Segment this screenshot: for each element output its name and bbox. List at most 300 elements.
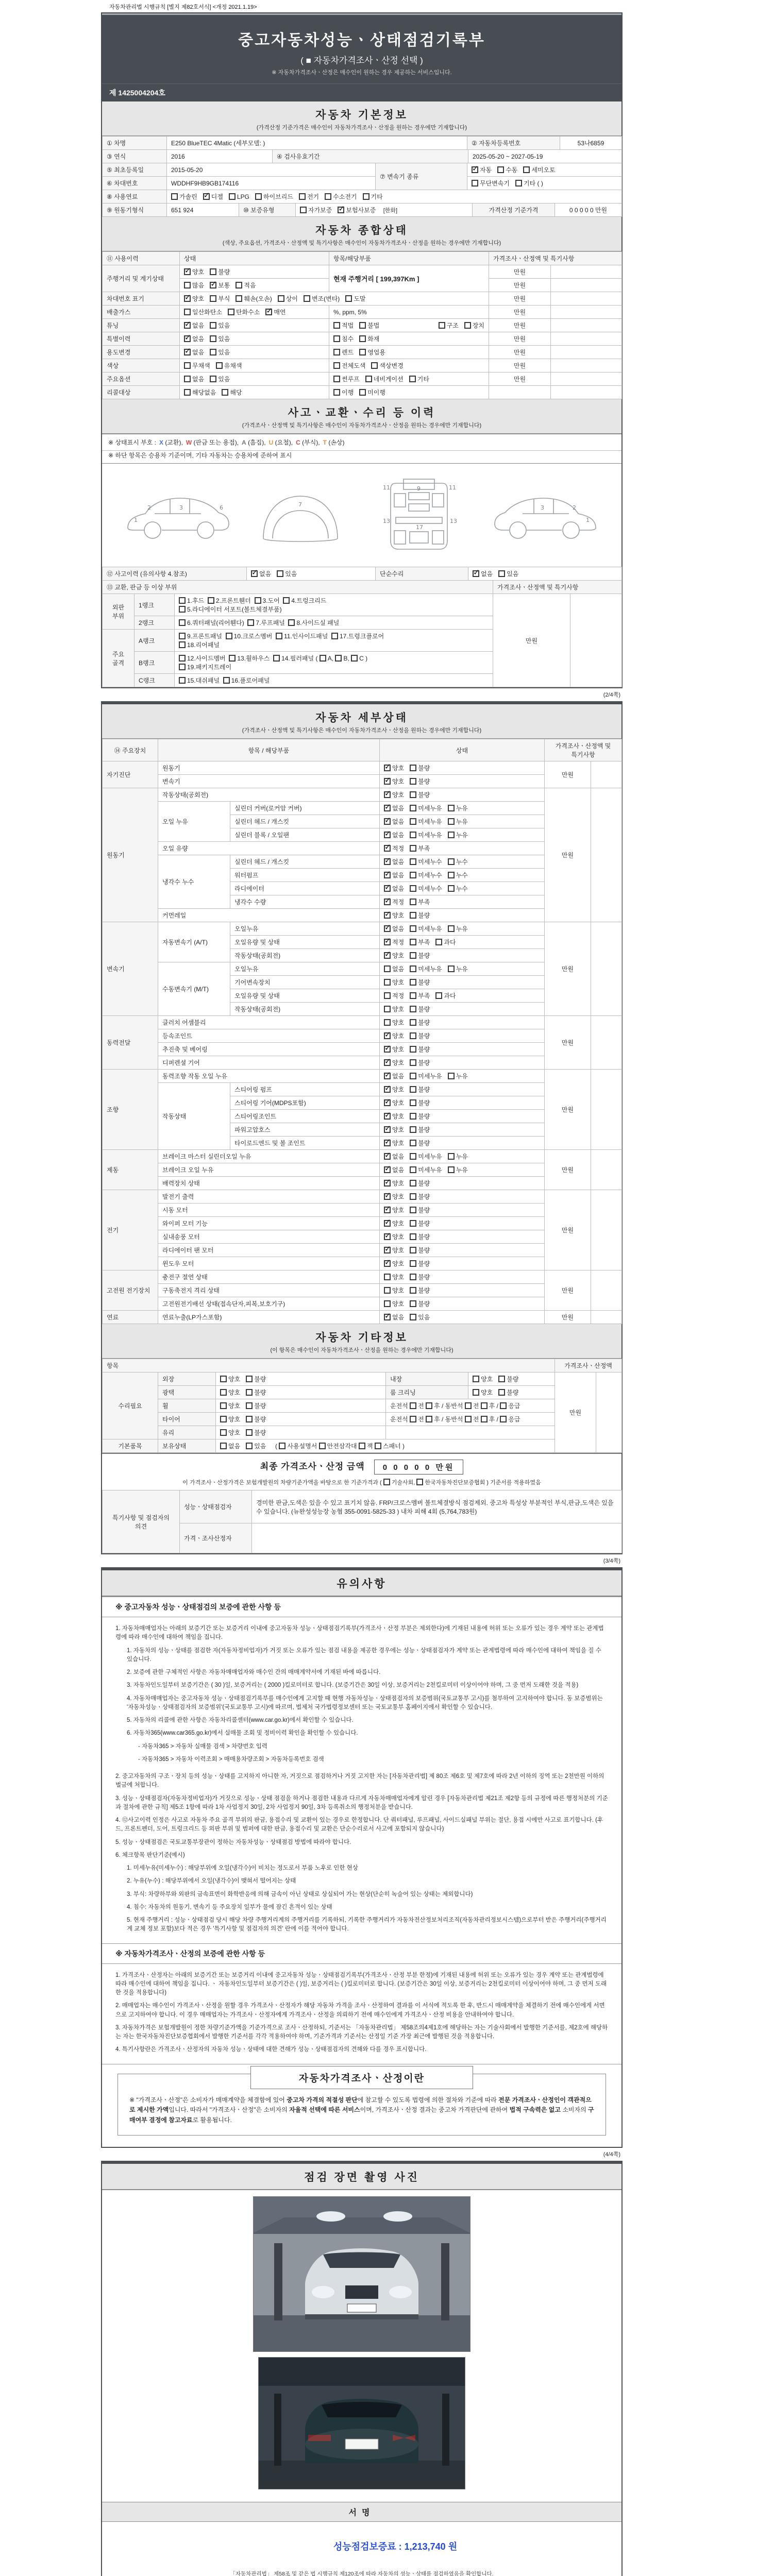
checkbox-option[interactable] <box>448 1165 468 1174</box>
checkbox-icon[interactable] <box>304 295 310 302</box>
checkbox-option[interactable] <box>410 1031 430 1040</box>
checkbox-icon[interactable] <box>410 1046 416 1053</box>
checkbox-option[interactable] <box>448 964 468 973</box>
checkbox-icon[interactable] <box>410 1113 416 1120</box>
checkbox-icon[interactable] <box>226 633 232 639</box>
checkbox-option[interactable] <box>216 361 242 370</box>
checkbox-option[interactable] <box>448 1152 468 1161</box>
checkbox-icon[interactable] <box>383 1479 390 1485</box>
checkbox-option[interactable] <box>184 334 204 343</box>
checkbox-option[interactable] <box>220 1428 240 1437</box>
checkbox-option[interactable] <box>184 294 204 303</box>
checkbox-icon[interactable] <box>363 193 369 200</box>
checkbox-icon[interactable] <box>384 1019 391 1026</box>
checkbox-option[interactable] <box>384 1192 404 1201</box>
checkbox-option[interactable] <box>384 1058 404 1067</box>
checkbox-icon[interactable] <box>384 1193 391 1200</box>
checkbox-option[interactable] <box>384 911 404 920</box>
checkbox-option[interactable] <box>184 267 204 276</box>
checkbox-option[interactable] <box>384 1085 404 1094</box>
checkbox-option[interactable] <box>210 281 230 290</box>
checkbox-icon[interactable] <box>384 1220 391 1227</box>
checkbox-icon[interactable] <box>184 309 191 315</box>
checkbox-icon[interactable] <box>465 1416 472 1422</box>
checkbox-option[interactable] <box>210 294 230 303</box>
checkbox-icon[interactable] <box>251 570 258 577</box>
checkbox-option[interactable] <box>410 1179 430 1188</box>
checkbox-icon[interactable] <box>184 322 191 329</box>
checkbox-option[interactable] <box>246 1375 266 1383</box>
checkbox-icon[interactable] <box>288 619 295 626</box>
checkbox-option[interactable] <box>384 831 404 839</box>
checkbox-option[interactable] <box>384 1232 404 1241</box>
checkbox-option[interactable] <box>410 804 442 812</box>
checkbox-icon[interactable] <box>299 193 306 200</box>
checkbox-icon[interactable] <box>448 872 455 878</box>
checkbox-icon[interactable] <box>448 818 455 825</box>
checkbox-option[interactable] <box>448 831 468 839</box>
checkbox-icon[interactable] <box>410 899 416 905</box>
checkbox-icon[interactable] <box>255 193 262 200</box>
checkbox-icon[interactable] <box>335 655 342 662</box>
checkbox-option[interactable] <box>229 193 249 200</box>
checkbox-icon[interactable] <box>384 1207 391 1213</box>
checkbox-icon[interactable] <box>384 1113 391 1120</box>
checkbox-icon[interactable] <box>497 166 504 173</box>
checkbox-option[interactable] <box>384 857 404 866</box>
checkbox-icon[interactable] <box>333 349 340 355</box>
checkbox-icon[interactable] <box>384 885 391 892</box>
checkbox-icon[interactable] <box>220 1416 227 1422</box>
checkbox-icon[interactable] <box>184 362 191 369</box>
checkbox-option[interactable] <box>236 294 272 303</box>
checkbox-icon[interactable] <box>384 912 391 919</box>
checkbox-option[interactable] <box>410 1232 430 1241</box>
checkbox-option[interactable] <box>384 991 404 1000</box>
checkbox-icon[interactable] <box>220 1389 227 1396</box>
checkbox-icon[interactable] <box>410 1300 416 1307</box>
checkbox-option[interactable] <box>384 804 404 812</box>
checkbox-icon[interactable] <box>410 1059 416 1066</box>
checkbox-option[interactable] <box>384 1179 404 1188</box>
checkbox-icon[interactable] <box>435 992 442 999</box>
checkbox-icon[interactable] <box>410 952 416 959</box>
checkbox-icon[interactable] <box>273 655 280 662</box>
checkbox-option[interactable] <box>325 192 357 201</box>
checkbox-icon[interactable] <box>410 1166 416 1173</box>
checkbox-icon[interactable] <box>410 1140 416 1146</box>
checkbox-icon[interactable] <box>384 1300 391 1307</box>
checkbox-option[interactable] <box>435 938 456 946</box>
checkbox-icon[interactable] <box>448 1153 455 1160</box>
checkbox-option[interactable] <box>410 1165 442 1174</box>
checkbox-icon[interactable] <box>359 335 366 342</box>
checkbox-option[interactable] <box>410 884 442 893</box>
checkbox-option[interactable] <box>210 375 230 383</box>
checkbox-icon[interactable] <box>229 193 236 200</box>
checkbox-option[interactable] <box>384 1313 404 1321</box>
checkbox-icon[interactable] <box>410 1402 416 1409</box>
checkbox-icon[interactable] <box>523 166 530 173</box>
checkbox-icon[interactable] <box>498 1389 505 1396</box>
checkbox-icon[interactable] <box>277 570 283 577</box>
checkbox-option[interactable] <box>333 348 354 357</box>
checkbox-icon[interactable] <box>410 1247 416 1253</box>
checkbox-icon[interactable] <box>338 207 344 213</box>
checkbox-icon[interactable] <box>216 362 223 369</box>
checkbox-icon[interactable] <box>384 899 391 905</box>
checkbox-option[interactable] <box>384 1098 404 1107</box>
checkbox-option[interactable] <box>384 978 404 987</box>
checkbox-icon[interactable] <box>384 1260 391 1267</box>
checkbox-icon[interactable] <box>448 885 455 892</box>
checkbox-icon[interactable] <box>246 1443 253 1449</box>
checkbox-option[interactable] <box>384 1072 404 1080</box>
checkbox-option[interactable] <box>410 1085 430 1094</box>
checkbox-icon[interactable] <box>179 597 186 604</box>
checkbox-icon[interactable] <box>228 309 234 315</box>
checkbox-option[interactable] <box>384 1152 404 1161</box>
checkbox-icon[interactable] <box>439 322 445 329</box>
checkbox-option[interactable] <box>410 1125 430 1134</box>
checkbox-icon[interactable] <box>210 295 216 302</box>
checkbox-option[interactable] <box>338 206 376 214</box>
checkbox-icon[interactable] <box>481 1402 488 1409</box>
checkbox-icon[interactable] <box>410 1314 416 1320</box>
checkbox-option[interactable] <box>410 1058 430 1067</box>
checkbox-icon[interactable] <box>384 1166 391 1173</box>
checkbox-icon[interactable] <box>384 805 391 811</box>
checkbox-option[interactable] <box>384 1299 404 1308</box>
checkbox-icon[interactable] <box>320 655 326 662</box>
checkbox-option[interactable] <box>220 1375 240 1383</box>
checkbox-icon[interactable] <box>208 597 214 604</box>
checkbox-icon[interactable] <box>179 664 186 670</box>
checkbox-option[interactable] <box>409 375 429 383</box>
checkbox-icon[interactable] <box>203 193 210 200</box>
checkbox-icon[interactable] <box>410 818 416 825</box>
checkbox-option[interactable] <box>246 1442 266 1450</box>
checkbox-icon[interactable] <box>246 1389 253 1396</box>
checkbox-option[interactable] <box>277 569 297 578</box>
checkbox-option[interactable] <box>246 1428 266 1437</box>
checkbox-icon[interactable] <box>384 1180 391 1187</box>
checkbox-icon[interactable] <box>220 1402 227 1409</box>
checkbox-option[interactable] <box>220 1401 240 1410</box>
checkbox-icon[interactable] <box>210 282 216 289</box>
checkbox-option[interactable] <box>384 1112 404 1121</box>
checkbox-icon[interactable] <box>184 282 191 289</box>
checkbox-option[interactable] <box>333 388 354 397</box>
checkbox-option[interactable] <box>384 1206 404 1214</box>
checkbox-icon[interactable] <box>384 1073 391 1079</box>
checkbox-option[interactable] <box>371 361 403 370</box>
checkbox-icon[interactable] <box>384 1233 391 1240</box>
checkbox-option[interactable] <box>410 777 430 786</box>
checkbox-icon[interactable] <box>410 1416 416 1422</box>
checkbox-icon[interactable] <box>384 1006 391 1012</box>
checkbox-icon[interactable] <box>179 641 186 648</box>
checkbox-option[interactable] <box>255 192 293 201</box>
checkbox-icon[interactable] <box>448 858 455 865</box>
checkbox-option[interactable] <box>384 844 404 853</box>
checkbox-option[interactable] <box>203 192 223 201</box>
checkbox-option[interactable] <box>498 569 518 578</box>
checkbox-icon[interactable] <box>184 349 191 355</box>
checkbox-icon[interactable] <box>410 992 416 999</box>
checkbox-option[interactable] <box>473 1375 493 1383</box>
checkbox-icon[interactable] <box>498 570 505 577</box>
checkbox-icon[interactable] <box>410 1274 416 1280</box>
checkbox-option[interactable] <box>472 179 510 188</box>
checkbox-icon[interactable] <box>515 180 522 187</box>
checkbox-icon[interactable] <box>236 295 242 302</box>
checkbox-option[interactable] <box>410 964 442 973</box>
checkbox-icon[interactable] <box>333 362 340 369</box>
checkbox-option[interactable] <box>210 348 230 357</box>
checkbox-icon[interactable] <box>410 925 416 932</box>
checkbox-option[interactable] <box>384 897 404 906</box>
checkbox-option[interactable] <box>410 1098 430 1107</box>
checkbox-icon[interactable] <box>410 1287 416 1294</box>
checkbox-icon[interactable] <box>384 1140 391 1146</box>
checkbox-icon[interactable] <box>410 1019 416 1026</box>
checkbox-icon[interactable] <box>435 939 442 945</box>
checkbox-icon[interactable] <box>410 1086 416 1093</box>
checkbox-option[interactable] <box>210 321 230 330</box>
checkbox-option[interactable] <box>333 375 360 383</box>
checkbox-option[interactable] <box>384 1286 404 1295</box>
checkbox-icon[interactable] <box>481 1416 488 1422</box>
checkbox-icon[interactable] <box>300 207 307 213</box>
checkbox-icon[interactable] <box>220 1443 227 1449</box>
checkbox-option[interactable] <box>384 764 404 772</box>
checkbox-icon[interactable] <box>410 1220 416 1227</box>
checkbox-icon[interactable] <box>410 939 416 945</box>
checkbox-icon[interactable] <box>448 925 455 932</box>
checkbox-option[interactable] <box>304 294 340 303</box>
checkbox-icon[interactable] <box>409 376 416 382</box>
checkbox-option[interactable] <box>410 1206 430 1214</box>
checkbox-option[interactable] <box>410 1018 430 1027</box>
checkbox-icon[interactable] <box>210 349 216 355</box>
checkbox-option[interactable] <box>410 1299 430 1308</box>
checkbox-icon[interactable] <box>333 376 340 382</box>
checkbox-option[interactable] <box>384 884 404 893</box>
checkbox-icon[interactable] <box>319 1443 326 1449</box>
checkbox-icon[interactable] <box>179 619 186 626</box>
checkbox-option[interactable] <box>448 857 468 866</box>
checkbox-icon[interactable] <box>179 655 186 662</box>
checkbox-option[interactable] <box>384 1259 404 1268</box>
checkbox-icon[interactable] <box>359 322 366 329</box>
checkbox-icon[interactable] <box>220 1376 227 1382</box>
checkbox-icon[interactable] <box>333 335 340 342</box>
checkbox-option[interactable] <box>384 964 404 973</box>
checkbox-option[interactable] <box>448 804 468 812</box>
checkbox-option[interactable] <box>472 165 492 174</box>
checkbox-icon[interactable] <box>236 282 242 289</box>
checkbox-option[interactable] <box>498 1388 518 1397</box>
checkbox-icon[interactable] <box>359 1443 365 1449</box>
checkbox-icon[interactable] <box>410 1153 416 1160</box>
checkbox-option[interactable] <box>359 348 385 357</box>
checkbox-option[interactable] <box>359 321 379 330</box>
checkbox-option[interactable] <box>448 884 468 893</box>
checkbox-icon[interactable] <box>410 1073 416 1079</box>
checkbox-option[interactable] <box>410 1259 430 1268</box>
checkbox-icon[interactable] <box>325 193 331 200</box>
checkbox-option[interactable] <box>384 1125 404 1134</box>
checkbox-icon[interactable] <box>410 872 416 878</box>
checkbox-icon[interactable] <box>229 655 236 662</box>
checkbox-icon[interactable] <box>448 832 455 838</box>
checkbox-icon[interactable] <box>384 939 391 945</box>
checkbox-icon[interactable] <box>179 633 186 639</box>
checkbox-icon[interactable] <box>384 1274 391 1280</box>
checkbox-icon[interactable] <box>410 979 416 986</box>
checkbox-option[interactable] <box>333 334 354 343</box>
checkbox-option[interactable] <box>228 308 260 316</box>
checkbox-option[interactable] <box>410 1219 430 1228</box>
checkbox-option[interactable] <box>384 1045 404 1054</box>
checkbox-icon[interactable] <box>359 349 366 355</box>
checkbox-icon[interactable] <box>464 322 471 329</box>
checkbox-option[interactable] <box>210 267 230 276</box>
checkbox-option[interactable] <box>410 1192 430 1201</box>
checkbox-option[interactable] <box>410 978 430 987</box>
checkbox-option[interactable] <box>184 281 204 290</box>
checkbox-option[interactable] <box>410 897 430 906</box>
checkbox-icon[interactable] <box>410 1032 416 1039</box>
checkbox-option[interactable] <box>184 321 204 330</box>
checkbox-icon[interactable] <box>365 376 372 382</box>
checkbox-icon[interactable] <box>333 389 340 396</box>
checkbox-option[interactable] <box>410 857 442 866</box>
checkbox-icon[interactable] <box>498 1376 505 1382</box>
checkbox-option[interactable] <box>333 321 354 330</box>
checkbox-icon[interactable] <box>384 778 391 785</box>
checkbox-option[interactable] <box>384 1219 404 1228</box>
checkbox-icon[interactable] <box>410 778 416 785</box>
checkbox-option[interactable] <box>410 938 430 946</box>
checkbox-icon[interactable] <box>473 570 479 577</box>
checkbox-icon[interactable] <box>426 1402 432 1409</box>
checkbox-icon[interactable] <box>410 845 416 852</box>
checkbox-icon[interactable] <box>384 858 391 865</box>
checkbox-icon[interactable] <box>384 952 391 959</box>
checkbox-icon[interactable] <box>426 1416 432 1422</box>
checkbox-icon[interactable] <box>210 376 216 382</box>
checkbox-icon[interactable] <box>255 597 261 604</box>
checkbox-option[interactable] <box>384 1165 404 1174</box>
checkbox-option[interactable] <box>184 388 216 397</box>
checkbox-icon[interactable] <box>410 1260 416 1267</box>
checkbox-option[interactable] <box>384 1273 404 1281</box>
checkbox-icon[interactable] <box>247 619 254 626</box>
checkbox-icon[interactable] <box>448 965 455 972</box>
checkbox-option[interactable] <box>220 1388 240 1397</box>
checkbox-icon[interactable] <box>278 295 284 302</box>
checkbox-option[interactable] <box>359 388 385 397</box>
checkbox-icon[interactable] <box>384 1032 391 1039</box>
checkbox-icon[interactable] <box>331 633 338 639</box>
checkbox-icon[interactable] <box>410 1207 416 1213</box>
checkbox-icon[interactable] <box>210 322 216 329</box>
checkbox-option[interactable] <box>246 1415 266 1423</box>
checkbox-icon[interactable] <box>410 1099 416 1106</box>
checkbox-option[interactable] <box>410 1139 430 1147</box>
checkbox-icon[interactable] <box>210 268 216 275</box>
checkbox-option[interactable] <box>497 165 517 174</box>
checkbox-icon[interactable] <box>410 1006 416 1012</box>
checkbox-option[interactable] <box>384 938 404 946</box>
checkbox-icon[interactable] <box>179 606 186 613</box>
checkbox-icon[interactable] <box>410 765 416 771</box>
checkbox-option[interactable] <box>384 790 404 799</box>
checkbox-icon[interactable] <box>184 376 191 382</box>
checkbox-icon[interactable] <box>184 335 191 342</box>
checkbox-icon[interactable] <box>410 791 416 798</box>
checkbox-option[interactable] <box>410 924 442 933</box>
checkbox-option[interactable] <box>184 361 210 370</box>
checkbox-icon[interactable] <box>384 818 391 825</box>
checkbox-option[interactable] <box>220 1442 240 1450</box>
checkbox-option[interactable] <box>448 817 468 826</box>
checkbox-option[interactable] <box>464 321 484 330</box>
checkbox-option[interactable] <box>365 375 404 383</box>
checkbox-option[interactable] <box>384 871 404 879</box>
checkbox-option[interactable] <box>363 192 383 201</box>
checkbox-option[interactable] <box>384 1139 404 1147</box>
checkbox-option[interactable] <box>251 569 271 578</box>
checkbox-option[interactable] <box>333 361 365 370</box>
checkbox-icon[interactable] <box>410 965 416 972</box>
checkbox-option[interactable] <box>473 1388 493 1397</box>
checkbox-icon[interactable] <box>384 1314 391 1320</box>
checkbox-option[interactable] <box>384 1018 404 1027</box>
checkbox-icon[interactable] <box>448 805 455 811</box>
checkbox-icon[interactable] <box>265 309 272 315</box>
checkbox-option[interactable] <box>410 1273 430 1281</box>
checkbox-icon[interactable] <box>384 1153 391 1160</box>
checkbox-icon[interactable] <box>410 1126 416 1133</box>
checkbox-option[interactable] <box>410 1246 430 1255</box>
checkbox-icon[interactable] <box>410 1193 416 1200</box>
checkbox-option[interactable] <box>220 1415 240 1423</box>
checkbox-icon[interactable] <box>184 295 191 302</box>
checkbox-option[interactable] <box>265 308 285 316</box>
checkbox-icon[interactable] <box>220 1429 227 1436</box>
checkbox-icon[interactable] <box>246 1376 253 1382</box>
checkbox-option[interactable] <box>448 871 468 879</box>
checkbox-icon[interactable] <box>246 1429 253 1436</box>
checkbox-option[interactable] <box>410 1005 430 1013</box>
checkbox-icon[interactable] <box>171 193 178 200</box>
checkbox-option[interactable] <box>410 1152 442 1161</box>
checkbox-option[interactable] <box>410 1286 430 1295</box>
checkbox-icon[interactable] <box>384 791 391 798</box>
checkbox-icon[interactable] <box>246 1402 253 1409</box>
checkbox-option[interactable] <box>210 334 230 343</box>
checkbox-icon[interactable] <box>283 597 290 604</box>
checkbox-option[interactable] <box>410 1112 430 1121</box>
checkbox-icon[interactable] <box>276 633 282 639</box>
checkbox-option[interactable] <box>384 1246 404 1255</box>
checkbox-icon[interactable] <box>359 389 366 396</box>
checkbox-option[interactable] <box>473 569 493 578</box>
checkbox-icon[interactable] <box>416 1479 423 1485</box>
